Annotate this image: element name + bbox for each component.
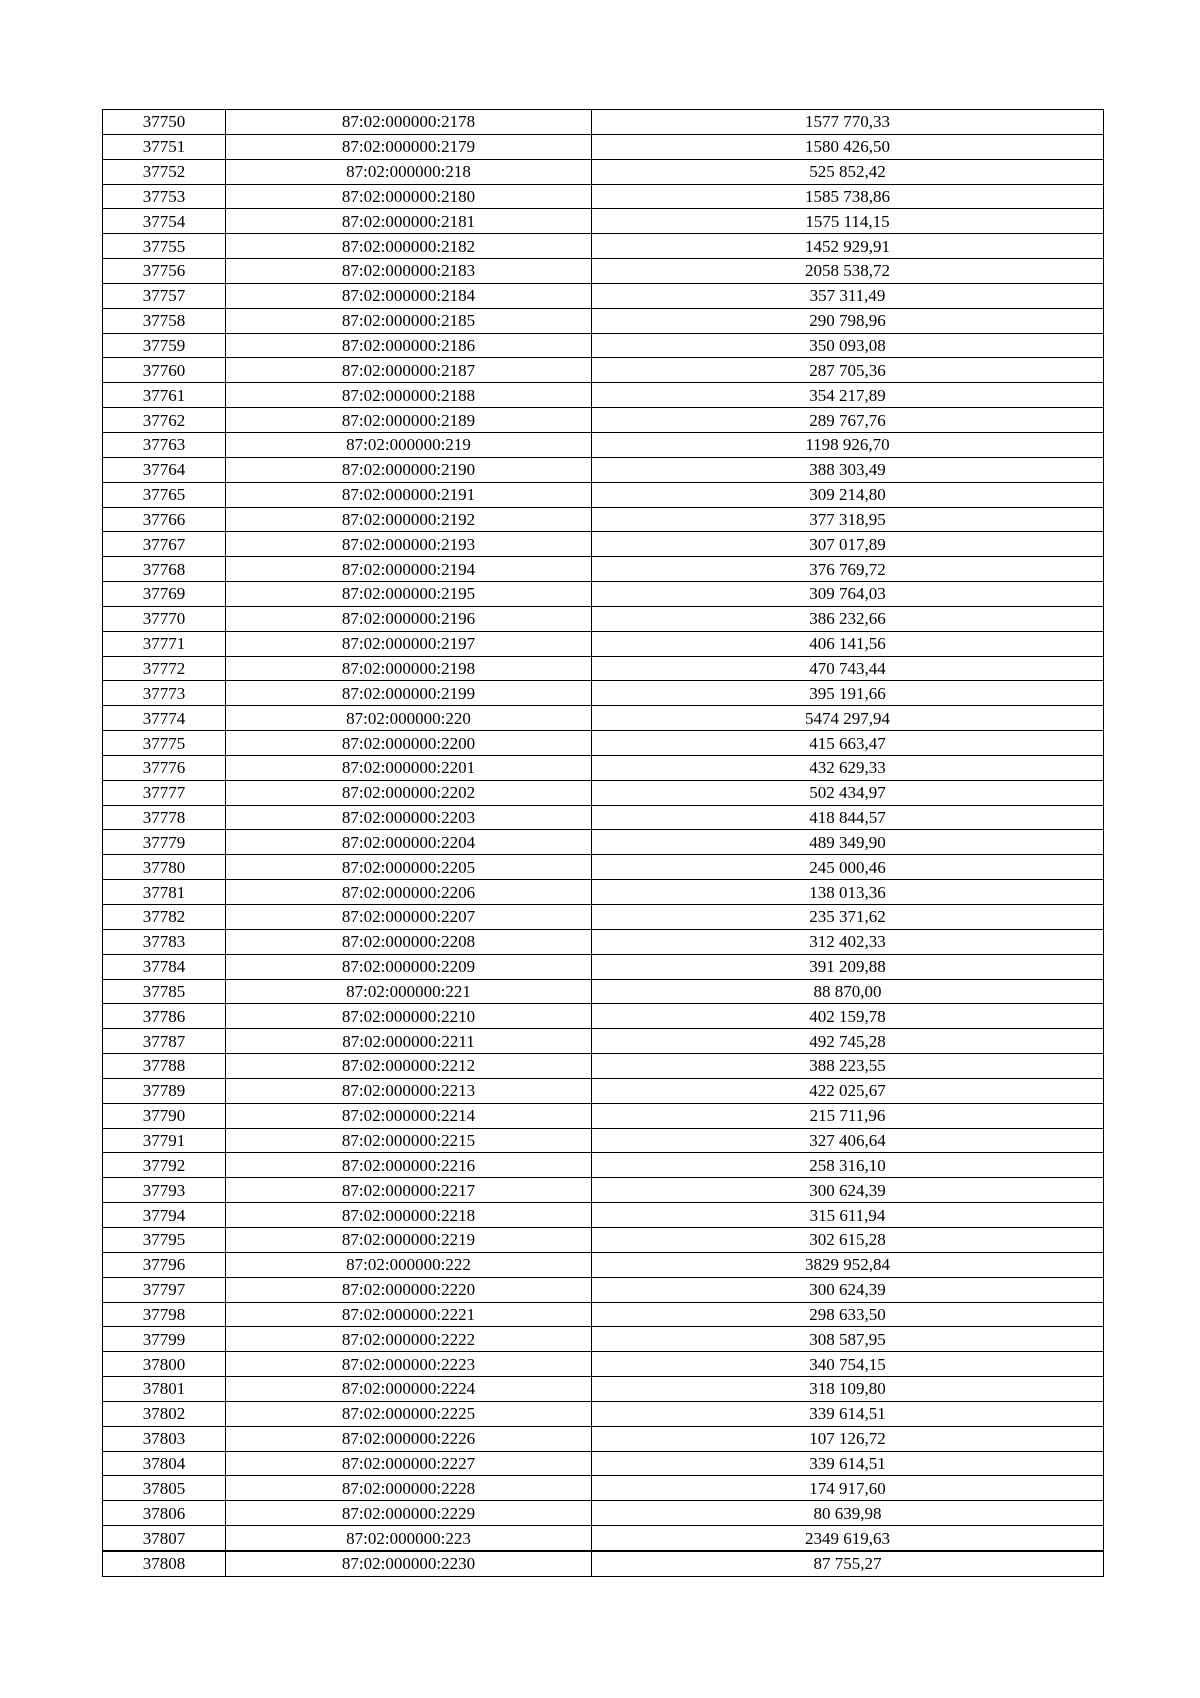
row-number-cell: 37754 — [103, 209, 226, 234]
table-row — [103, 606, 1104, 631]
cadastral-value-cell: 489 349,90 — [592, 830, 1104, 855]
row-number-cell: 37759 — [103, 333, 226, 358]
row-number-cell: 37792 — [103, 1153, 226, 1178]
row-number-cell: 37765 — [103, 482, 226, 507]
row-number-cell: 37800 — [103, 1352, 226, 1377]
table-row — [103, 507, 1104, 532]
row-number-cell: 37787 — [103, 1029, 226, 1054]
cadastral-number-cell: 87:02:000000:2223 — [226, 1352, 592, 1377]
row-number-cell: 37755 — [103, 234, 226, 259]
cadastral-value-cell: 395 191,66 — [592, 681, 1104, 706]
cadastral-value-cell: 422 025,67 — [592, 1078, 1104, 1103]
row-number-cell: 37798 — [103, 1302, 226, 1327]
table-row — [103, 1078, 1104, 1103]
table-row — [103, 557, 1104, 582]
cadastral-number-cell: 87:02:000000:2224 — [226, 1377, 592, 1402]
cadastral-number-cell: 87:02:000000:2225 — [226, 1401, 592, 1426]
table-row — [103, 979, 1104, 1004]
row-number-cell: 37796 — [103, 1252, 226, 1277]
cadastral-number-cell: 87:02:000000:2200 — [226, 731, 592, 756]
cadastral-value-cell: 2349 619,63 — [592, 1526, 1104, 1551]
cadastral-value-cell: 138 013,36 — [592, 880, 1104, 905]
cadastral-number-cell: 87:02:000000:2217 — [226, 1178, 592, 1203]
cadastral-number-cell: 87:02:000000:2212 — [226, 1054, 592, 1079]
table-row — [103, 1352, 1104, 1377]
cadastral-value-cell: 2058 538,72 — [592, 259, 1104, 284]
row-number-cell: 37757 — [103, 283, 226, 308]
row-number-cell: 37805 — [103, 1476, 226, 1501]
row-number-cell: 37756 — [103, 259, 226, 284]
cadastral-number-cell: 87:02:000000:2202 — [226, 780, 592, 805]
cadastral-number-cell: 87:02:000000:222 — [226, 1252, 592, 1277]
cadastral-number-cell: 87:02:000000:2182 — [226, 234, 592, 259]
cadastral-number-cell: 87:02:000000:2197 — [226, 631, 592, 656]
cadastral-number-cell: 87:02:000000:221 — [226, 979, 592, 1004]
table-row — [103, 1302, 1104, 1327]
table-row — [103, 681, 1104, 706]
table-row — [103, 1526, 1104, 1551]
cadastral-value-cell: 3829 952,84 — [592, 1252, 1104, 1277]
cadastral-value-cell: 318 109,80 — [592, 1377, 1104, 1402]
cadastral-number-cell: 87:02:000000:2198 — [226, 656, 592, 681]
cadastral-number-cell: 87:02:000000:2230 — [226, 1551, 592, 1576]
cadastral-number-cell: 87:02:000000:2196 — [226, 606, 592, 631]
cadastral-value-cell: 357 311,49 — [592, 283, 1104, 308]
row-number-cell: 37763 — [103, 432, 226, 457]
cadastral-value-cell: 298 633,50 — [592, 1302, 1104, 1327]
cadastral-number-cell: 87:02:000000:2220 — [226, 1277, 592, 1302]
row-number-cell: 37750 — [103, 110, 226, 135]
cadastral-number-cell: 87:02:000000:2219 — [226, 1227, 592, 1252]
cadastral-number-cell: 87:02:000000:2186 — [226, 333, 592, 358]
table-row — [103, 929, 1104, 954]
cadastral-number-cell: 87:02:000000:2210 — [226, 1004, 592, 1029]
table-row — [103, 1103, 1104, 1128]
row-number-cell: 37764 — [103, 457, 226, 482]
cadastral-value-cell: 308 587,95 — [592, 1327, 1104, 1352]
cadastral-value-cell: 432 629,33 — [592, 755, 1104, 780]
row-number-cell: 37804 — [103, 1451, 226, 1476]
table-row — [103, 954, 1104, 979]
cadastral-value-cell: 340 754,15 — [592, 1352, 1104, 1377]
row-number-cell: 37785 — [103, 979, 226, 1004]
cadastral-value-cell: 5474 297,94 — [592, 706, 1104, 731]
cadastral-value-cell: 388 223,55 — [592, 1054, 1104, 1079]
table-row — [103, 1476, 1104, 1501]
cadastral-value-cell: 1585 738,86 — [592, 184, 1104, 209]
table-row — [103, 905, 1104, 930]
cadastral-value-cell: 327 406,64 — [592, 1128, 1104, 1153]
cadastral-number-cell: 87:02:000000:2180 — [226, 184, 592, 209]
row-number-cell: 37780 — [103, 855, 226, 880]
table-row — [103, 805, 1104, 830]
table-row — [103, 184, 1104, 209]
cadastral-value-cell: 388 303,49 — [592, 457, 1104, 482]
row-number-cell: 37774 — [103, 706, 226, 731]
cadastral-value-cell: 402 159,78 — [592, 1004, 1104, 1029]
cadastral-number-cell: 87:02:000000:2226 — [226, 1426, 592, 1451]
row-number-cell: 37789 — [103, 1078, 226, 1103]
cadastral-number-cell: 87:02:000000:2218 — [226, 1203, 592, 1228]
cadastral-value-cell: 470 743,44 — [592, 656, 1104, 681]
cadastral-number-cell: 87:02:000000:2211 — [226, 1029, 592, 1054]
cadastral-value-cell: 302 615,28 — [592, 1227, 1104, 1252]
cadastral-value-cell: 309 214,80 — [592, 482, 1104, 507]
table-row — [103, 755, 1104, 780]
cadastral-value-cell: 339 614,51 — [592, 1401, 1104, 1426]
cadastral-value-cell: 289 767,76 — [592, 408, 1104, 433]
row-number-cell: 37770 — [103, 606, 226, 631]
cadastral-value-cell: 418 844,57 — [592, 805, 1104, 830]
table-row — [103, 1401, 1104, 1426]
row-number-cell: 37751 — [103, 134, 226, 159]
cadastral-number-cell: 87:02:000000:2207 — [226, 905, 592, 930]
cadastral-number-cell: 87:02:000000:2216 — [226, 1153, 592, 1178]
table-row — [103, 1451, 1104, 1476]
cadastral-number-cell: 87:02:000000:2191 — [226, 482, 592, 507]
cadastral-value-cell: 1580 426,50 — [592, 134, 1104, 159]
table-row — [103, 482, 1104, 507]
cadastral-value-cell: 377 318,95 — [592, 507, 1104, 532]
cadastral-number-cell: 87:02:000000:2181 — [226, 209, 592, 234]
cadastral-number-cell: 87:02:000000:2227 — [226, 1451, 592, 1476]
table-row — [103, 383, 1104, 408]
cadastral-value-cell: 88 870,00 — [592, 979, 1104, 1004]
row-number-cell: 37773 — [103, 681, 226, 706]
cadastral-number-cell: 87:02:000000:2187 — [226, 358, 592, 383]
table-row — [103, 333, 1104, 358]
cadastral-number-cell: 87:02:000000:218 — [226, 159, 592, 184]
table-row — [103, 1054, 1104, 1079]
table-row — [103, 209, 1104, 234]
cadastral-value-cell: 80 639,98 — [592, 1501, 1104, 1526]
cadastral-number-cell: 87:02:000000:2213 — [226, 1078, 592, 1103]
table-row — [103, 159, 1104, 184]
row-number-cell: 37807 — [103, 1526, 226, 1551]
cadastral-number-cell: 87:02:000000:2208 — [226, 929, 592, 954]
cadastral-value-cell: 350 093,08 — [592, 333, 1104, 358]
cadastral-number-cell: 87:02:000000:2228 — [226, 1476, 592, 1501]
cadastral-value-cell: 315 611,94 — [592, 1203, 1104, 1228]
row-number-cell: 37791 — [103, 1128, 226, 1153]
cadastral-number-cell: 87:02:000000:2206 — [226, 880, 592, 905]
cadastral-number-cell: 87:02:000000:2221 — [226, 1302, 592, 1327]
table-row — [103, 1377, 1104, 1402]
cadastral-number-cell: 87:02:000000:2183 — [226, 259, 592, 284]
table-body — [103, 110, 1104, 1577]
table-row — [103, 880, 1104, 905]
table-row — [103, 1153, 1104, 1178]
table-row — [103, 582, 1104, 607]
cadastral-number-cell: 87:02:000000:2193 — [226, 532, 592, 557]
row-number-cell: 37779 — [103, 830, 226, 855]
row-number-cell: 37758 — [103, 308, 226, 333]
cadastral-number-cell: 87:02:000000:2194 — [226, 557, 592, 582]
row-number-cell: 37808 — [103, 1551, 226, 1576]
table-row — [103, 1551, 1104, 1576]
row-number-cell: 37768 — [103, 557, 226, 582]
cadastral-value-cell: 1452 929,91 — [592, 234, 1104, 259]
table-row — [103, 1501, 1104, 1526]
cadastral-value-cell: 492 745,28 — [592, 1029, 1104, 1054]
row-number-cell: 37777 — [103, 780, 226, 805]
cadastral-value-cell: 525 852,42 — [592, 159, 1104, 184]
table-row — [103, 1029, 1104, 1054]
cadastral-value-cell: 307 017,89 — [592, 532, 1104, 557]
row-number-cell: 37794 — [103, 1203, 226, 1228]
row-number-cell: 37772 — [103, 656, 226, 681]
cadastral-number-cell: 87:02:000000:2179 — [226, 134, 592, 159]
cadastral-value-cell: 406 141,56 — [592, 631, 1104, 656]
table-row — [103, 259, 1104, 284]
cadastral-value-cell: 174 917,60 — [592, 1476, 1104, 1501]
table-row — [103, 1277, 1104, 1302]
table-row — [103, 1227, 1104, 1252]
cadastral-number-cell: 87:02:000000:2215 — [226, 1128, 592, 1153]
row-number-cell: 37769 — [103, 582, 226, 607]
cadastral-value-cell: 376 769,72 — [592, 557, 1104, 582]
cadastral-value-cell: 107 126,72 — [592, 1426, 1104, 1451]
cadastral-value-cell: 215 711,96 — [592, 1103, 1104, 1128]
cadastral-number-cell: 87:02:000000:2189 — [226, 408, 592, 433]
cadastral-number-cell: 87:02:000000:2184 — [226, 283, 592, 308]
cadastral-value-cell: 312 402,33 — [592, 929, 1104, 954]
row-number-cell: 37788 — [103, 1054, 226, 1079]
row-number-cell: 37790 — [103, 1103, 226, 1128]
row-number-cell: 37766 — [103, 507, 226, 532]
cadastral-number-cell: 87:02:000000:220 — [226, 706, 592, 731]
row-number-cell: 37795 — [103, 1227, 226, 1252]
row-number-cell: 37778 — [103, 805, 226, 830]
cadastral-value-cell: 87 755,27 — [592, 1551, 1104, 1576]
cadastral-value-table — [102, 109, 1104, 1577]
cadastral-number-cell: 87:02:000000:2201 — [226, 755, 592, 780]
cadastral-value-cell: 309 764,03 — [592, 582, 1104, 607]
table-row — [103, 656, 1104, 681]
cadastral-value-cell: 300 624,39 — [592, 1277, 1104, 1302]
row-number-cell: 37786 — [103, 1004, 226, 1029]
row-number-cell: 37783 — [103, 929, 226, 954]
row-number-cell: 37767 — [103, 532, 226, 557]
cadastral-number-cell: 87:02:000000:2178 — [226, 110, 592, 135]
cadastral-value-cell: 300 624,39 — [592, 1178, 1104, 1203]
cadastral-value-cell: 391 209,88 — [592, 954, 1104, 979]
row-number-cell: 37775 — [103, 731, 226, 756]
cadastral-value-cell: 287 705,36 — [592, 358, 1104, 383]
table-row — [103, 830, 1104, 855]
table-row — [103, 780, 1104, 805]
row-number-cell: 37752 — [103, 159, 226, 184]
table-row — [103, 1327, 1104, 1352]
row-number-cell: 37776 — [103, 755, 226, 780]
table-row — [103, 134, 1104, 159]
table-row — [103, 432, 1104, 457]
cadastral-value-cell: 1577 770,33 — [592, 110, 1104, 135]
cadastral-number-cell: 87:02:000000:2204 — [226, 830, 592, 855]
table-row — [103, 855, 1104, 880]
row-number-cell: 37799 — [103, 1327, 226, 1352]
cadastral-value-cell: 339 614,51 — [592, 1451, 1104, 1476]
table-row — [103, 706, 1104, 731]
cadastral-value-cell: 290 798,96 — [592, 308, 1104, 333]
cadastral-value-cell: 1198 926,70 — [592, 432, 1104, 457]
cadastral-number-cell: 87:02:000000:2209 — [226, 954, 592, 979]
cadastral-value-cell: 415 663,47 — [592, 731, 1104, 756]
cadastral-number-cell: 87:02:000000:219 — [226, 432, 592, 457]
cadastral-value-cell: 235 371,62 — [592, 905, 1104, 930]
table-row — [103, 1004, 1104, 1029]
row-number-cell: 37781 — [103, 880, 226, 905]
table-row — [103, 1203, 1104, 1228]
row-number-cell: 37762 — [103, 408, 226, 433]
row-number-cell: 37793 — [103, 1178, 226, 1203]
table-row — [103, 631, 1104, 656]
row-number-cell: 37797 — [103, 1277, 226, 1302]
cadastral-value-cell: 1575 114,15 — [592, 209, 1104, 234]
cadastral-number-cell: 87:02:000000:2199 — [226, 681, 592, 706]
row-number-cell: 37760 — [103, 358, 226, 383]
cadastral-number-cell: 87:02:000000:2190 — [226, 457, 592, 482]
cadastral-value-cell: 245 000,46 — [592, 855, 1104, 880]
table-row — [103, 1252, 1104, 1277]
cadastral-value-cell: 258 316,10 — [592, 1153, 1104, 1178]
cadastral-number-cell: 87:02:000000:2205 — [226, 855, 592, 880]
row-number-cell: 37801 — [103, 1377, 226, 1402]
row-number-cell: 37753 — [103, 184, 226, 209]
row-number-cell: 37761 — [103, 383, 226, 408]
cadastral-number-cell: 87:02:000000:2203 — [226, 805, 592, 830]
table-row — [103, 1178, 1104, 1203]
cadastral-number-cell: 87:02:000000:223 — [226, 1526, 592, 1551]
table-row — [103, 532, 1104, 557]
row-number-cell: 37803 — [103, 1426, 226, 1451]
cadastral-number-cell: 87:02:000000:2214 — [226, 1103, 592, 1128]
table-row — [103, 408, 1104, 433]
cadastral-value-cell: 354 217,89 — [592, 383, 1104, 408]
cadastral-value-cell: 502 434,97 — [592, 780, 1104, 805]
cadastral-value-cell: 386 232,66 — [592, 606, 1104, 631]
row-number-cell: 37806 — [103, 1501, 226, 1526]
table-row — [103, 358, 1104, 383]
table-row — [103, 308, 1104, 333]
row-number-cell: 37782 — [103, 905, 226, 930]
table-row — [103, 731, 1104, 756]
table-row — [103, 1426, 1104, 1451]
cadastral-number-cell: 87:02:000000:2222 — [226, 1327, 592, 1352]
row-number-cell: 37771 — [103, 631, 226, 656]
table-row — [103, 110, 1104, 135]
table-row — [103, 1128, 1104, 1153]
cadastral-number-cell: 87:02:000000:2185 — [226, 308, 592, 333]
row-number-cell: 37802 — [103, 1401, 226, 1426]
table-row — [103, 283, 1104, 308]
cadastral-number-cell: 87:02:000000:2195 — [226, 582, 592, 607]
cadastral-number-cell: 87:02:000000:2229 — [226, 1501, 592, 1526]
row-number-cell: 37784 — [103, 954, 226, 979]
table-row — [103, 234, 1104, 259]
table-row — [103, 457, 1104, 482]
cadastral-number-cell: 87:02:000000:2192 — [226, 507, 592, 532]
cadastral-number-cell: 87:02:000000:2188 — [226, 383, 592, 408]
